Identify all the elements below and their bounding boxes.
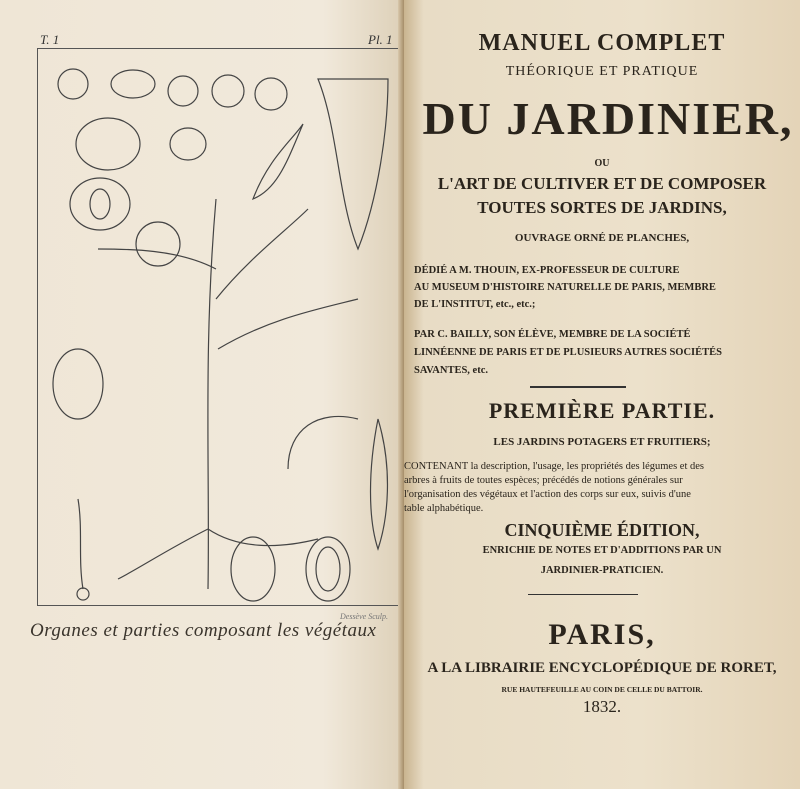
author: [414, 326, 794, 380]
author-line: LINNÉENNE DE PARIS ET DE PLUSIEURS AUTRES SOCIÉTÉS: [414, 347, 722, 358]
dedication-line: AU MUSEUM D'HISTOIRE NATURELLE DE PARIS, MEMBRE: [414, 282, 716, 293]
plate-number: Pl. 1: [368, 32, 393, 47]
edition: CINQUIÈME ÉDITION,: [504, 520, 700, 540]
contents-description: [404, 460, 778, 516]
subtitle-2: TOUTES SORTES DE JARDINS,: [477, 198, 727, 217]
subtitle-1: L'ART DE CULTIVER ET DE COMPOSER: [437, 174, 767, 193]
plant-illustration: [38, 49, 400, 605]
address: RUE HAUTEFEUILLE AU COIN DE CELLE DU BATTOIR.: [501, 685, 703, 694]
city: PARIS,: [548, 618, 656, 651]
part-title: PREMIÈRE PARTIE.: [488, 398, 716, 423]
title-line-1: MANUEL COMPLET: [478, 30, 726, 56]
part-subtitle: LES JARDINS POTAGERS ET FRUITIERS;: [493, 436, 711, 448]
title-ou: OU: [594, 158, 610, 169]
divider-rule: [530, 386, 626, 388]
edition-note-1: ENRICHIE DE NOTES ET D'ADDITIONS PAR UN: [482, 545, 722, 556]
author-line: PAR C. BAILLY, SON ÉLÈVE, MEMBRE DE LA SOCIÉTÉ: [414, 329, 691, 340]
dedication-line: DE L'INSTITUT, etc., etc.;: [414, 299, 536, 310]
publisher: A LA LIBRAIRIE ENCYCLOPÉDIQUE DE RORET,: [427, 660, 777, 676]
ornament-rule: [528, 594, 638, 595]
botanical-plate: [37, 48, 401, 606]
dedication: [414, 262, 794, 313]
title-line-2: THÉORIQUE ET PRATIQUE: [505, 64, 699, 79]
main-title: DU JARDINIER,: [422, 93, 794, 144]
ouvrage-line: OUVRAGE ORNÉ DE PLANCHES,: [514, 232, 690, 244]
author-line: SAVANTES, etc.: [414, 365, 489, 376]
engraver-credit: Dessève Sculp.: [340, 612, 388, 621]
dedication-line: DÉDIÉ A M. THOUIN, EX-PROFESSEUR DE CULTURE: [414, 265, 680, 276]
plate-tome: T. 1: [40, 32, 60, 47]
contents-line: arbres à fruits de toutes espèces; précédés de notions générales sur: [404, 475, 683, 486]
contents-line: CONTENANT la description, l'usage, les propriétés des légumes et des: [404, 461, 705, 472]
plate-caption: Organes et parties composant les végétaux: [30, 620, 377, 641]
year: 1832.: [582, 697, 622, 716]
edition-note-2: JARDINIER-PRATICIEN.: [540, 565, 664, 576]
contents-line: l'organisation des végétaux et l'action des corps sur eux, suivis d'une: [404, 489, 691, 500]
contents-line: table alphabétique.: [404, 503, 484, 514]
